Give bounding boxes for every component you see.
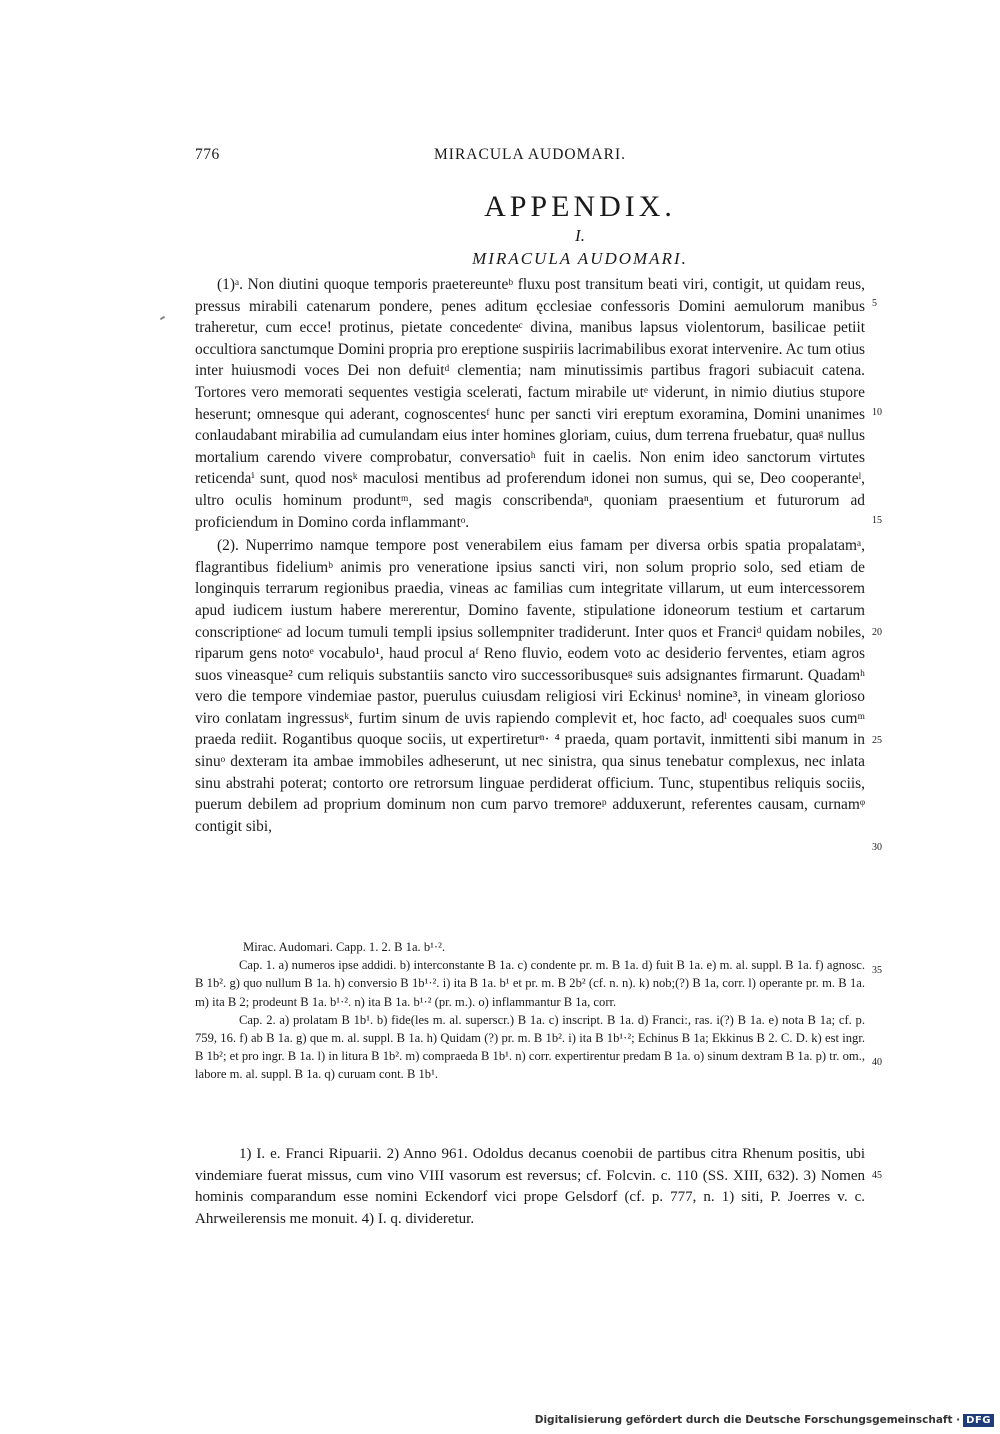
- line-number-20: 20: [872, 627, 882, 638]
- section-title: MIRACULA AUDOMARI.: [472, 249, 688, 268]
- digitization-credit: [535, 1412, 994, 1428]
- line-number-15: 15: [872, 515, 882, 526]
- apparatus-chapter-2: Cap. 2. a) prolatam B 1b¹. b) fide(les m. al. superscr.) B 1a. c) inscript. B 1a. d) Franci:, ras. i(?) B 1a. e) nota B 1a; cf. p. 759, 16. f) ab B 1a. g) que m. al. suppl. B 1a. h) Quidam (?) pr. m. B 1b². i) ita B 1b¹·²; Echinus B 1a; Ekkinus B 2. C. D. k) est ingr. B 1b²; et pro ingr. B 1a. l) in litura B 1b². m) compraeda B 1b¹. n) corr. expertirentur predam B 1a. o) sinum dextram B 1a. p) tr. om., labore m. al. suppl. B 1a. q) curuam cont. B 1b¹.: [195, 1012, 865, 1082]
- footnotes: [195, 1144, 865, 1231]
- credit-text: Digitalisierung gefördert durch die Deutsche Forschungsgemeinschaft ·: [534, 1414, 961, 1426]
- dfg-logo: DFG: [963, 1414, 994, 1427]
- paragraph-1: (1)ᵃ. Non diutini quoque temporis praetereunteᵇ fluxu post transitum beati viri, contigit, ut quidam reus, pressus mirabili catenarum pondere, penes aditum ęcclesiae confessoris Domini aemulorum manibus traheretur, cum ecce! protinus, pietate concedenteᶜ divina, manibus lapsus violentorum, basilicae petiit occultiora sanctumque Domini propria pro ereptione suspiriis lacrimabilibus exorat intervenire. Ac tum otius inter huiusmodi voces Dei non defuitᵈ clementia; nam minutissimis partibus fragori subiacuit catena. Tortores vero memorati sequentes vestigia scelerati, factum mirabile utᵉ viderunt, in nimio diutius stupore heserunt; omnesque qui aderant, cognoscentesᶠ hunc per sancti viri ereptum exoramina, Domini unanimes conlaudabant mirabilia ad cumulandam eius inter homines gloriam, cuius, dum terrena fruebatur, quaᵍ nullus mortalium carendo vivere comprobatur, conversatioʰ fuit in caelis. Non enim ideo sanctorum virtutes reticendaⁱ sunt, quod nosᵏ maculosi mentibus ad proferendum idonei non sumus, qui se, Deo cooperanteˡ, ultro oculis hominum produntᵐ, sed magis conscribendaⁿ, quoniam praesentium et futurorum ad proficiendum in Domino corda inflammantᵒ.: [195, 276, 865, 531]
- critical-apparatus: [195, 938, 865, 1084]
- running-title: MIRACULA AUDOMARI.: [434, 146, 626, 163]
- page-number: 776: [195, 146, 220, 163]
- apparatus-source: Mirac. Audomari. Capp. 1. 2. B 1a. b¹·².: [243, 940, 446, 954]
- line-number-40: 40: [872, 1057, 882, 1068]
- line-number-5: 5: [872, 298, 877, 309]
- page-header: [195, 146, 865, 170]
- appendix-title: APPENDIX.: [484, 190, 676, 223]
- line-number-25: 25: [872, 735, 882, 746]
- section-number: I.: [575, 226, 585, 245]
- main-text: [195, 274, 865, 837]
- margin-mark: [160, 316, 165, 320]
- line-number-30: 30: [872, 842, 882, 853]
- line-number-10: 10: [872, 407, 882, 418]
- paragraph-2: (2). Nuperrimo namque tempore post venerabilem eius famam per diversa orbis spatia propalatamᵃ, flagrantibus fideliumᵇ animis pro veneratione ipsius sancti viri, non solum proprio solo, sed etiam de longinquis terrarum regionibus praedia, vineas ac familias cum integritate villarum, ut eum intercessorem apud iudicem iustum habere mererentur, Domino favente, stipulatione idoneorum testium et cartarum conscriptioneᶜ ad locum tumuli templi ipsius sollempniter tradiderunt. Inter quos et Franciᵈ quidam nobiles, riparum gens notoᵉ vocabulo¹, haud procul aᶠ Reno fluvio, eodem voto ac desiderio ferventes, etiam agros suos vineasque² cum reliquis substantiis sancto viro successoribusqueᵍ suis adsignantes firmarunt. Quadamʰ vero die tempore vindemiae pastor, puerulus cuiusdam religiosi viri Eckinusⁱ nomine³, in vineam glorioso viro conlatam ingressusᵏ, furtim sinum de uvis rapiendo complevit et, hoc facto, adˡ coequales suos cumᵐ praeda rediit. Rogantibus quoque sociis, ut expertireturⁿ· ⁴ praeda, quam portavit, inmittenti sibi manum in sinuᵒ dexteram ita ambae immobiles adheserunt, ut nec sinistra, qua sinus tenebatur complexus, nec inlata sinu abstrahi poterat; contorto ore retrorsum linguae perdiderat officium. Tunc, stupentibus reliquis sociis, puerum debilem ad proprium dominum non cum parvo tremoreᵖ adduxerunt, referentes causam, curnamᵠ contigit sibi,: [195, 537, 865, 835]
- line-number-45: 45: [872, 1170, 882, 1181]
- footnotes-text: 1) I. e. Franci Ripuarii. 2) Anno 961. Odoldus decanus coenobii de partibus citra Rhenum positis, ubi vindemiare fuerat missus, cum vino VIII vasorum est reversus; cf. Folcvin. c. 110 (SS. XIII, 632). 3) Nomen hominis comparandum esse nomini Eckendorf vici prope Gelsdorf (cf. p. 777, n. 1) siti, P. Joerres v. c. Ahrweilerensis me monuit. 4) I. q. divideretur.: [195, 1146, 865, 1228]
- line-number-35: 35: [872, 965, 882, 976]
- apparatus-chapter-1: Cap. 1. a) numeros ipse addidi. b) interconstante B 1a. c) condente pr. m. B 1a. d) fuit B 1a. e) m. al. suppl. B 1a. f) agnosc. B 1b². g) quo nullum B 1a. h) conversio B 1b¹·². i) ita B 1a. b¹ et pr. m. B 2b² (cf. n. n). k) nob;(?) B 1a, corr. l) operante pr. m. B 1a. m) ita B 2; prodeunt B 1a. b¹·². n) ita B 1a. b¹·² (pr. m.). o) inflammantur B 1a, corr.: [195, 958, 865, 1009]
